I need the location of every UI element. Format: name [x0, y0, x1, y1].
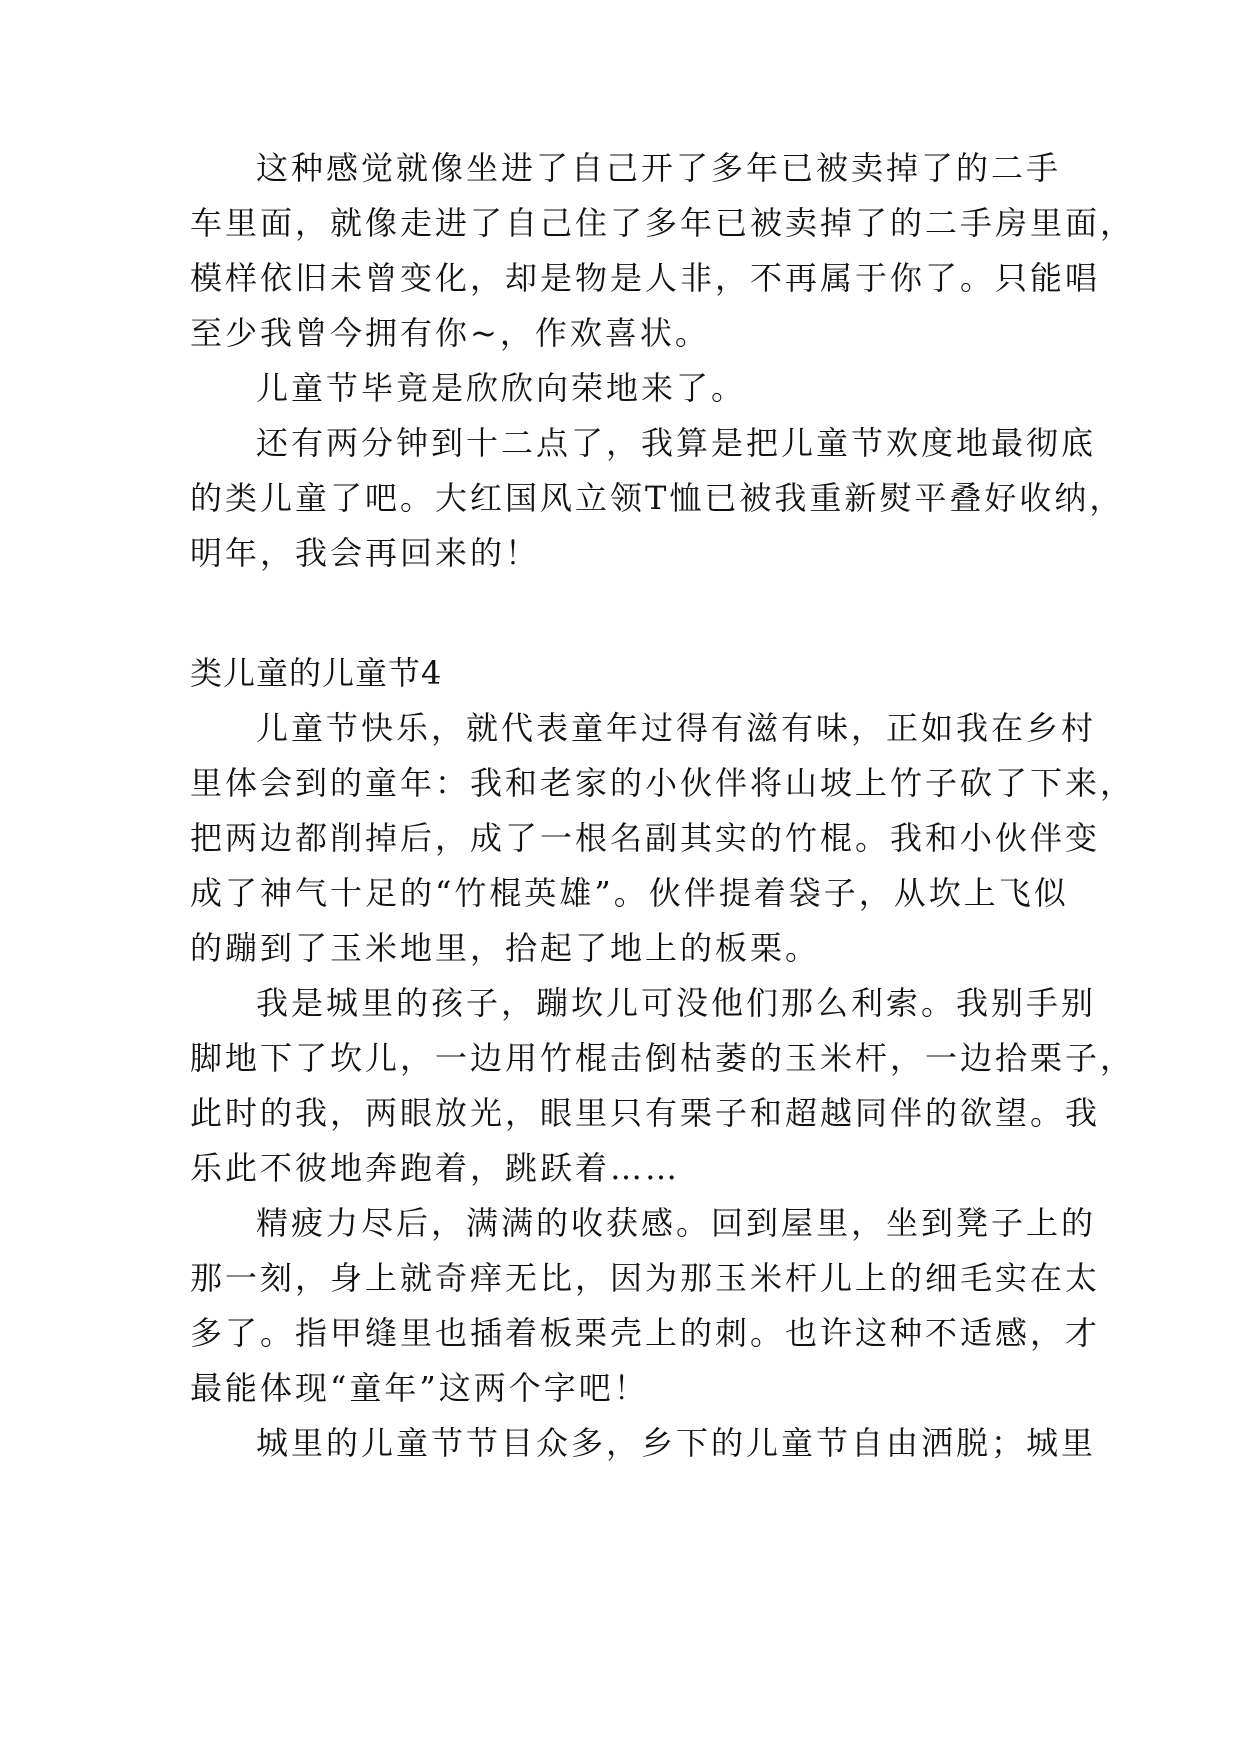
text-line: 最能体现“童年”这两个字吧！: [190, 1369, 649, 1407]
text-line: 车里面，就像走进了自己住了多年已被卖掉了的二手房里面，: [190, 204, 1136, 242]
text-line: 里体会到的童年：我和老家的小伙伴将山坡上竹子砍了下来，: [190, 764, 1136, 802]
text-line: 我是城里的孩子，蹦坎儿可没他们那么利索。我别手别: [256, 984, 1097, 1022]
text-line: 成了神气十足的“竹棍英雄”。伙伴提着袋子，从坎上飞似: [190, 874, 1069, 912]
text-line: 乐此不彼地奔跑着，跳跃着……: [190, 1149, 681, 1187]
text-line: 把两边都削掉后，成了一根名副其实的竹棍。我和小伙伴变: [190, 819, 1101, 857]
text-line: 多了。指甲缝里也插着板栗壳上的刺。也许这种不适感，才: [190, 1314, 1101, 1352]
section-heading: 类儿童的儿童节4: [190, 654, 443, 692]
text-line: 此时的我，两眼放光，眼里只有栗子和超越同伴的欲望。我: [190, 1094, 1101, 1132]
text-line: 儿童节毕竟是欣欣向荣地来了。: [256, 369, 747, 407]
text-line: 这种感觉就像坐进了自己开了多年已被卖掉了的二手: [256, 149, 1062, 187]
text-line: 模样依旧未曾变化，却是物是人非，不再属于你了。只能唱: [190, 259, 1101, 297]
text-line: 脚地下了坎儿，一边用竹棍击倒枯萎的玉米杆，一边拾栗子，: [190, 1039, 1136, 1077]
text-line: 还有两分钟到十二点了，我算是把儿童节欢度地最彻底: [256, 424, 1097, 462]
text-line: 明年，我会再回来的！: [190, 534, 541, 572]
text-line: 的蹦到了玉米地里，拾起了地上的板栗。: [190, 929, 821, 967]
text-line: 精疲力尽后，满满的收获感。回到屋里，坐到凳子上的: [256, 1204, 1097, 1242]
text-line: 那一刻，身上就奇痒无比，因为那玉米杆儿上的细毛实在太: [190, 1259, 1101, 1297]
text-line: 的类儿童了吧。大红国风立领T恤已被我重新熨平叠好收纳，: [190, 479, 1125, 517]
text-line: 至少我曾今拥有你~，作欢喜状。: [190, 314, 710, 352]
text-line: 城里的儿童节节目众多，乡下的儿童节自由洒脱；城里: [256, 1424, 1097, 1462]
text-line: 儿童节快乐，就代表童年过得有滋有味，正如我在乡村: [256, 709, 1097, 747]
